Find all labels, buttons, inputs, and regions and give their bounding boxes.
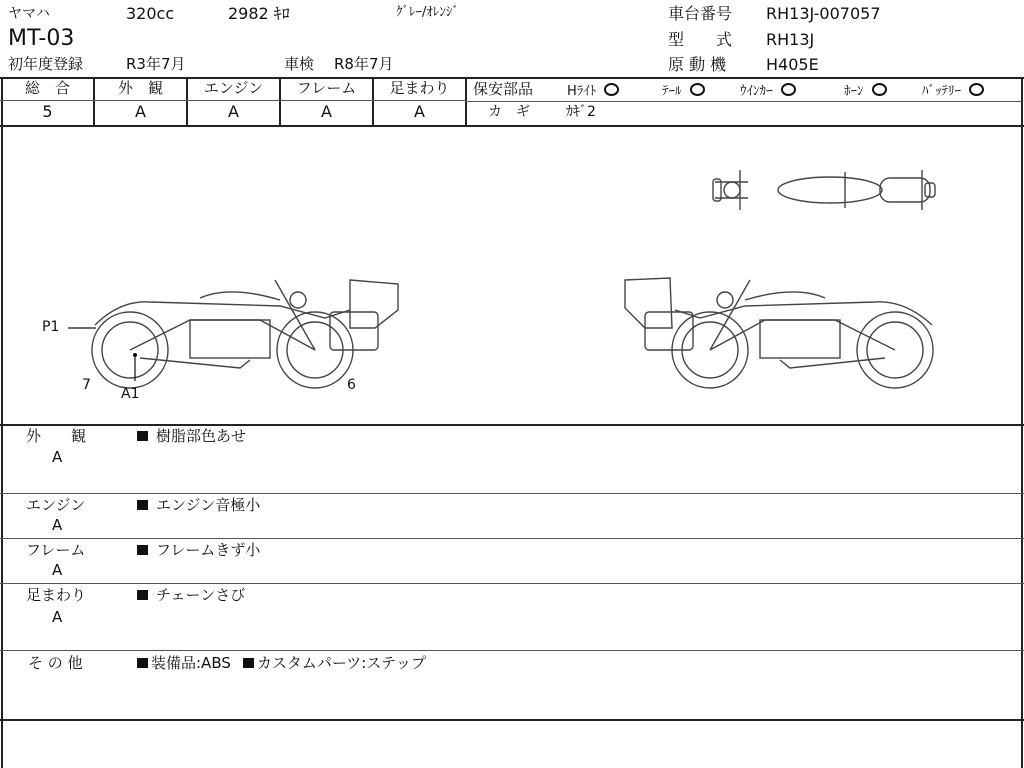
- inspection-label: 車検: [284, 55, 315, 73]
- safety-label: 保安部品: [473, 80, 534, 98]
- divider: [0, 493, 1024, 494]
- bullet-square-icon: [137, 431, 148, 441]
- remark-note-text: 装備品:ABS: [151, 654, 231, 672]
- fairing-shape: [625, 278, 672, 328]
- grade-value: A: [321, 102, 332, 121]
- divider: [1021, 77, 1023, 768]
- type-label: 型 式: [668, 30, 733, 49]
- bullet-square-icon: [243, 658, 254, 668]
- safety-item-horn: [844, 83, 887, 98]
- bullet-square-icon: [137, 658, 148, 668]
- tank-line: [200, 292, 280, 300]
- safety-item-label: Hﾗｲﾄ: [567, 84, 597, 99]
- safety-item-label: ｳｲﾝｶｰ: [740, 84, 773, 99]
- remark-label: そ の 他: [28, 654, 83, 672]
- grade-value: A: [228, 102, 239, 121]
- safety-item-label: ﾎｰﾝ: [844, 84, 864, 99]
- remark-note: [137, 498, 260, 513]
- safety-item-tail: [662, 83, 705, 98]
- marker-lines: [0, 0, 1, 1]
- safety-item-headlight: [567, 83, 619, 98]
- remark-note-text: チェーンさび: [156, 586, 246, 604]
- grade-label: 足まわり: [389, 79, 450, 97]
- remark-note-text: 樹脂部色あせ: [156, 427, 247, 445]
- divider: [1, 77, 3, 768]
- headlight-shape: [290, 292, 306, 308]
- type-value: RH13J: [766, 30, 815, 49]
- grade-value: A: [414, 102, 425, 121]
- fairing-panel: [330, 312, 378, 350]
- remark-note-text: フレームきず小: [156, 541, 261, 559]
- remark-note: [137, 429, 246, 444]
- marker-dot: [133, 353, 137, 357]
- safety-item-winker: [740, 83, 796, 98]
- key-label: カ ギ: [488, 104, 530, 120]
- marker-7: 7: [82, 377, 91, 393]
- marker-a1: A1: [121, 386, 140, 402]
- bullet-square-icon: [137, 545, 148, 555]
- divider: [0, 719, 1024, 721]
- grade-label: 総 合: [24, 79, 70, 97]
- remark-note: [137, 543, 260, 558]
- frame-number-label: 車台番号: [668, 4, 733, 23]
- tank-shape: [778, 177, 882, 203]
- marker-6: 6: [347, 377, 356, 393]
- ok-circle-icon: [690, 83, 705, 96]
- remark-label: 足まわり: [26, 586, 87, 604]
- first-registration-value: R3年7月: [126, 55, 186, 73]
- mileage: 2982 ｷﾛ: [228, 4, 290, 23]
- divider: [0, 538, 1024, 539]
- model-name: MT-03: [8, 26, 75, 51]
- remark-note: [137, 588, 245, 603]
- first-registration-label: 初年度登録: [8, 55, 84, 73]
- frame-number-value: RH13J-007057: [766, 4, 881, 23]
- displacement: 320cc: [126, 4, 175, 23]
- headlight-shape: [724, 182, 740, 198]
- inspection-value: R8年7月: [334, 55, 394, 73]
- engine-block: [190, 320, 270, 358]
- engine-block: [760, 320, 840, 358]
- fairing-panel: [645, 312, 693, 350]
- grade-value: 5: [42, 102, 53, 121]
- tank-line: [745, 292, 825, 300]
- remark-grade: A: [52, 608, 63, 626]
- ok-circle-icon: [781, 83, 796, 96]
- engine-value: H405E: [766, 55, 819, 74]
- motorcycle-right-view: [620, 270, 950, 390]
- divider: [0, 424, 1024, 426]
- remark-label: フレーム: [26, 541, 86, 559]
- motorcycle-top-view: [710, 166, 940, 216]
- divider: [0, 125, 1024, 127]
- divider: [0, 650, 1024, 651]
- fairing-shape: [350, 280, 398, 328]
- safety-item-battery: [922, 83, 984, 98]
- bullet-square-icon: [137, 590, 148, 600]
- grade-value: A: [135, 102, 146, 121]
- remark-note-text: エンジン音極小: [156, 496, 261, 514]
- engine-label: 原 動 機: [668, 55, 727, 74]
- remark-grade: A: [52, 448, 63, 466]
- safety-item-label: ﾃｰﾙ: [662, 84, 682, 99]
- ok-circle-icon: [604, 83, 619, 96]
- remark-label: 外 観: [26, 427, 87, 445]
- color: ｸﾞﾚｰ/ｵﾚﾝｼﾞ: [396, 5, 459, 20]
- remark-label: エンジン: [26, 496, 86, 514]
- remark-grade: A: [52, 561, 63, 579]
- grade-label: 外 観: [117, 79, 163, 97]
- remark-note-text: カスタムパーツ:ステップ: [256, 654, 427, 672]
- grade-label: フレーム: [296, 79, 357, 97]
- exhaust-line: [140, 358, 250, 368]
- maker: ヤマハ: [8, 6, 50, 22]
- exhaust-line: [780, 358, 885, 368]
- ok-circle-icon: [872, 83, 887, 96]
- divider: [0, 100, 466, 101]
- divider: [466, 101, 1022, 102]
- divider: [0, 583, 1024, 584]
- motorcycle-left-view: [80, 270, 410, 393]
- marker-p1: P1: [42, 319, 60, 335]
- remark-grade: A: [52, 516, 63, 534]
- headlight-shape: [717, 292, 733, 308]
- key-value: ｶｷﾞ2: [566, 104, 596, 120]
- safety-item-label: ﾊﾞｯﾃﾘｰ: [922, 84, 961, 99]
- bullet-square-icon: [137, 500, 148, 510]
- ok-circle-icon: [969, 83, 984, 96]
- remark-note: [137, 656, 426, 671]
- grade-label: エンジン: [203, 79, 264, 97]
